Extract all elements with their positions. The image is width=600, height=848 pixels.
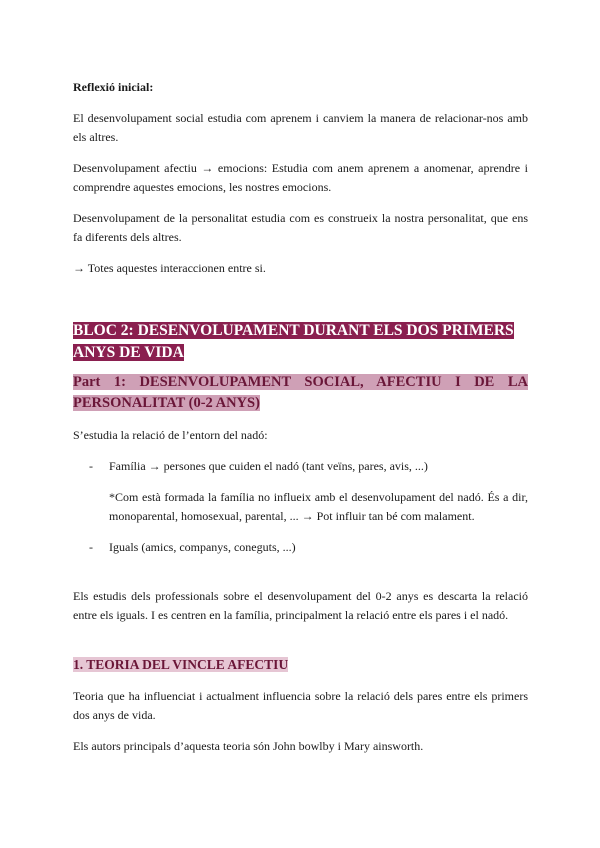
dash-bullet: - (89, 459, 93, 473)
familia-note: *Com està formada la família no influeix amb el desenvolupament del nadó. És a dir, monoparental, homosexual, parental, ... → Pot influir tan bé com malament. (109, 490, 528, 523)
list-item-familia-text: Família → persones que cuiden el nadó (tant veïns, pares, avis, ...) (109, 459, 428, 473)
section-paragraph-teoria: Teoria que ha influenciat i actualment influencia sobre la relació dels pares entre els primers dos anys de vida. (73, 689, 528, 722)
intro-heading: Reflexió inicial: (73, 80, 154, 94)
part-heading (73, 372, 528, 414)
entorn-list (73, 457, 528, 476)
estudis-paragraph: Els estudis dels professionals sobre el desenvolupament del 0-2 anys es descarta la relació entre els iguals. I es centren en la família, principalment la relació entre els pares i el nadó. (73, 589, 528, 622)
intro-paragraph-social: El desenvolupament social estudia com aprenem i canviem la manera de relacionar-nos amb els altres. (73, 111, 528, 144)
spacer (73, 569, 528, 587)
document-page (73, 78, 528, 768)
part-intro: S’estudia la relació de l’entorn del nadó: (73, 428, 268, 442)
section-paragraph-autors: Els autors principals d’aquesta teoria són John bowlby i Mary ainsworth. (73, 739, 424, 753)
intro-paragraph-afectiu: Desenvolupament afectiu → emocions: Estudia com anem aprenem a anomenar, aprendre i comprendre aquestes emocions, les nostres emocions. (73, 161, 528, 194)
intro-paragraph-personalitat: Desenvolupament de la personalitat estudia com es construeix la nostra personalitat, que ens fa diferents dels altres. (73, 211, 528, 244)
bloc-heading (73, 320, 528, 364)
dash-bullet: - (89, 540, 93, 554)
part-heading-text: Part 1: DESENVOLUPAMENT SOCIAL, AFECTIU I DE LA PERSONALITAT (0-2 ANYS) (73, 374, 528, 411)
list-item-familia (73, 457, 528, 476)
bloc-heading-text: BLOC 2: DESENVOLUPAMENT DURANT ELS DOS PRIMERS ANYS DE VIDA (73, 322, 514, 361)
entorn-list-2 (73, 538, 528, 557)
section-heading-text: 1. TEORIA DEL VINCLE AFECTIU (73, 657, 289, 672)
intro-paragraph-interaccions: → Totes aquestes interaccionen entre si. (73, 261, 266, 275)
list-item-iguals-text: Iguals (amics, companys, coneguts, ...) (109, 540, 296, 554)
list-item-iguals (73, 538, 528, 557)
section-heading (73, 655, 528, 675)
